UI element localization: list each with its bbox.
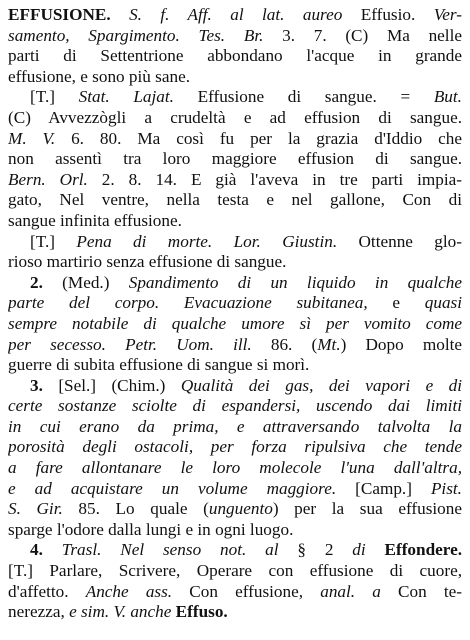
entry-text: quasi xyxy=(424,293,462,313)
entry-text: sparge l'odore dalla lungi e in ogni luogo. xyxy=(8,519,294,539)
entry-text: Ottenne glo- xyxy=(337,231,462,251)
entry-text: Effusione di sangue. = xyxy=(173,87,434,107)
entry-line xyxy=(8,252,462,273)
entry-text: non assentì tra loro maggiore effusion di sangue. xyxy=(8,149,462,169)
entry-text: Mt. xyxy=(317,334,341,354)
entry-line xyxy=(8,273,462,294)
entry-line xyxy=(8,232,462,253)
entry-text: guerre di subita effusione di sangue si morì. xyxy=(8,355,310,375)
entry-text: per secesso. Petr. Uom. ill. xyxy=(8,334,252,354)
entry-line xyxy=(8,67,462,88)
entry-text: 3. xyxy=(30,375,43,395)
entry-text: (Med.) xyxy=(42,272,129,292)
entry-text: Con te- xyxy=(380,581,462,601)
entry-line xyxy=(8,355,462,376)
entry-line xyxy=(8,561,462,582)
dictionary-entry-effusione xyxy=(8,5,462,623)
entry-line xyxy=(8,602,462,623)
entry-text: unguento xyxy=(208,499,273,519)
entry-text: S. Gir. xyxy=(8,499,63,519)
entry-text: gato, Nel ventre, nella testa e nel gallone, Con di xyxy=(8,190,462,210)
entry-text: rioso martirio senza effusione di sangue. xyxy=(8,252,287,272)
entry-line xyxy=(8,479,462,500)
entry-text: S. f. Aff. al lat. aureo xyxy=(110,5,343,24)
entry-text: 3. 7. (C) Ma nelle xyxy=(263,25,462,45)
entry-text: M. V. xyxy=(8,128,56,148)
entry-text: sempre notabile di qualche umore sì per vomito come xyxy=(8,313,462,333)
entry-text: (C) Avvezzògli a crudeltà e ad effusion di sangue. xyxy=(8,107,462,127)
headword: EFFUSIONE. xyxy=(8,5,111,24)
entry-text: sangue infinita effusione. xyxy=(8,210,182,230)
entry-text: anal. a xyxy=(320,581,381,601)
entry-line xyxy=(8,417,462,438)
entry-text: [T.] Parlare, Scrivere, Operare con effusione di cuore, xyxy=(8,561,462,581)
entry-text: Ver- xyxy=(433,5,462,24)
entry-line xyxy=(8,376,462,397)
entry-text: Effusio. xyxy=(342,5,434,24)
entry-text: di xyxy=(352,540,366,560)
entry-text: nerezza, xyxy=(8,602,70,622)
entry-line xyxy=(8,335,462,356)
entry-text: Bern. Orl. xyxy=(8,169,88,189)
entry-line xyxy=(8,582,462,603)
entry-line xyxy=(8,87,462,108)
entry-text: Effuso. xyxy=(171,602,228,622)
entry-line xyxy=(8,437,462,458)
entry-text: parti di Settentrione abbondano l'acque in grande xyxy=(8,46,462,66)
entry-text: Anche ass. xyxy=(85,581,173,601)
entry-text: e sim. V. anche xyxy=(69,602,172,622)
entry-line xyxy=(8,170,462,191)
entry-text: Pena di morte. Lor. Giustin. xyxy=(76,231,338,251)
entry-line xyxy=(8,314,462,335)
entry-text: § 2 xyxy=(278,540,353,560)
entry-text: Con effusione, xyxy=(172,581,321,601)
entry-line xyxy=(8,499,462,520)
entry-line xyxy=(8,26,462,47)
entry-line xyxy=(8,396,462,417)
entry-text: Trasl. Nel senso not. al xyxy=(42,540,279,560)
entry-text: 2. xyxy=(30,272,43,292)
entry-text: d'affetto. xyxy=(8,581,86,601)
entry-line xyxy=(8,190,462,211)
entry-line xyxy=(8,540,462,561)
entry-text: Stat. Lajat. xyxy=(78,87,174,107)
entry-line xyxy=(8,5,462,26)
entry-text: [T.] xyxy=(30,87,79,107)
entry-text: samento, Spargimento. Tes. Br. xyxy=(8,25,264,45)
entry-text: effusione, e sono più sane. xyxy=(8,66,191,86)
entry-text: e xyxy=(367,293,425,313)
entry-line xyxy=(8,293,462,314)
entry-text: ) per la sua effusione xyxy=(272,499,462,519)
entry-text: 85. Lo quale ( xyxy=(62,499,209,519)
entry-line xyxy=(8,46,462,67)
entry-line xyxy=(8,149,462,170)
entry-text: 86. ( xyxy=(251,334,318,354)
entry-text: certe sostanze sciolte di espandersi, uscendo dai limiti xyxy=(8,396,462,416)
entry-text: Pist. xyxy=(430,478,462,498)
entry-text: in cui erano da prima, e attraversando talvolta la xyxy=(8,416,462,436)
entry-text: porosità degli ostacoli, per forza ripulsiva che tende xyxy=(8,437,462,457)
entry-text: [Camp.] xyxy=(336,478,431,498)
entry-line xyxy=(8,129,462,150)
entry-text: parte del corpo. Evacuazione subitanea, xyxy=(8,293,368,313)
entry-text: a fare allontanare le loro molecole l'una dall'altra, xyxy=(8,458,462,478)
entry-line xyxy=(8,458,462,479)
entry-text: 4. xyxy=(30,540,43,560)
entry-text: e ad acquistare un volume maggiore. xyxy=(8,478,337,498)
entry-text: 2. 8. 14. E già l'aveva in tre parti impia- xyxy=(87,169,462,189)
entry-text: Qualità dei gas, dei vapori e di xyxy=(180,375,462,395)
entry-text: Spandimento di un liquido in qualche xyxy=(128,272,462,292)
entry-line xyxy=(8,520,462,541)
entry-text: But. xyxy=(433,87,462,107)
entry-text: ) Dopo molte xyxy=(340,334,462,354)
entry-line xyxy=(8,211,462,232)
entry-text: 6. 80. Ma così fu per la grazia d'Iddio che xyxy=(55,128,462,148)
entry-text: [Sel.] (Chim.) xyxy=(42,375,181,395)
entry-text: [T.] xyxy=(30,231,77,251)
entry-line xyxy=(8,108,462,129)
entry-text: Effondere. xyxy=(365,540,462,560)
